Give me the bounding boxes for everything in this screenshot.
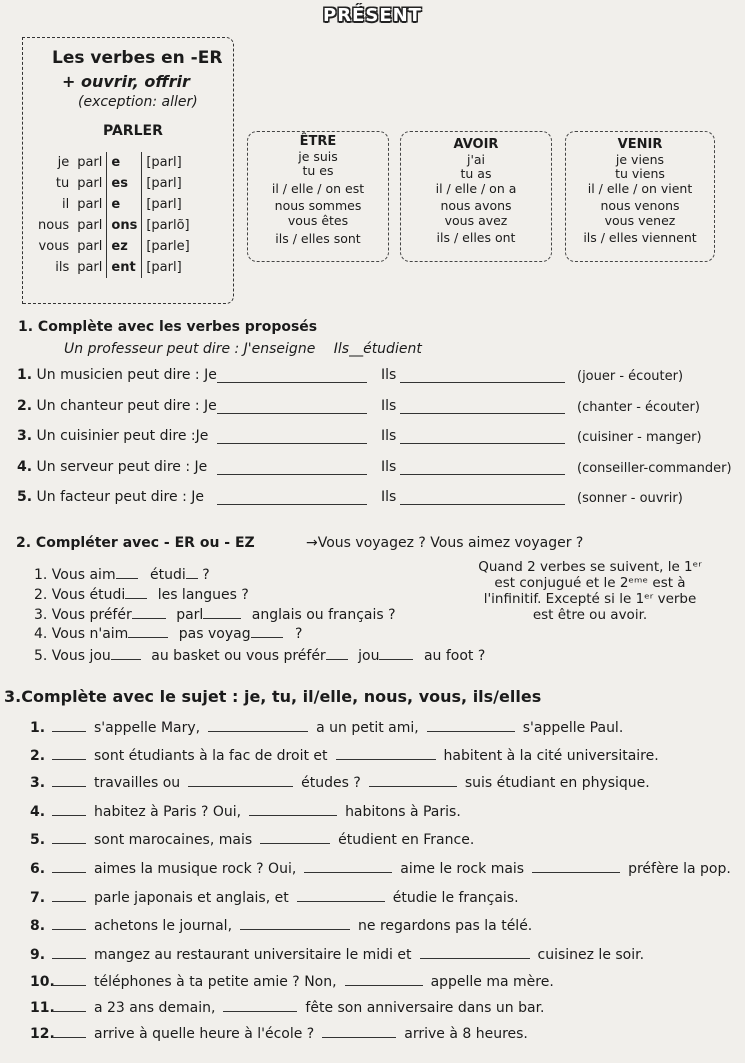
ex3-item	[30, 1025, 528, 1042]
ils-label: Ils	[381, 367, 397, 383]
item-text: préfère la pop.	[628, 861, 731, 877]
answer-blank[interactable]	[132, 606, 166, 619]
item-text: appelle ma mère.	[430, 974, 554, 990]
stem: parl	[77, 260, 103, 275]
answer-blank[interactable]	[52, 1025, 86, 1038]
pronoun: tu	[55, 176, 70, 191]
answer-blank[interactable]	[297, 889, 385, 902]
answer-blank[interactable]	[336, 747, 436, 760]
pronoun: je	[57, 155, 70, 170]
answer-blank[interactable]	[326, 647, 348, 660]
item-number: 7.	[30, 890, 46, 906]
ex2-line	[34, 625, 302, 642]
ex3-item	[30, 719, 623, 736]
answer-blank[interactable]	[304, 860, 392, 873]
etre-line: nous sommes	[274, 198, 362, 213]
ex2-text: 4. Vous n'aim	[34, 626, 129, 642]
answer-blank[interactable]	[125, 586, 147, 599]
parler-row	[34, 152, 194, 173]
answer-blank[interactable]	[52, 831, 86, 844]
item-text: cuisinez le soir.	[537, 947, 645, 963]
item-text: s'appelle Mary,	[94, 720, 201, 736]
parler-row	[34, 215, 194, 236]
etre-line: il / elle / on est	[271, 180, 365, 196]
item-text: arrive à quelle heure à l'école ?	[94, 1026, 315, 1042]
ex2-text: 3. Vous préfér	[34, 607, 132, 623]
note-line: est être ou avoir.	[532, 607, 648, 623]
venir-line: ils / elles viennent	[583, 230, 697, 245]
note-line: l'infinitif. Excepté si le 1ᵉʳ verbe	[483, 591, 697, 607]
etre-line: je suis	[298, 148, 338, 164]
item-text: habitons à Paris.	[345, 804, 461, 820]
answer-blank[interactable]	[400, 492, 565, 505]
answer-blank[interactable]	[223, 999, 297, 1012]
pronoun: il	[61, 197, 70, 212]
ex1-example	[64, 341, 422, 357]
answer-blank[interactable]	[400, 462, 565, 475]
answer-blank[interactable]	[369, 774, 457, 787]
parler-row	[34, 257, 194, 278]
answer-blank[interactable]	[532, 860, 620, 873]
phonetic: [parle]	[146, 239, 190, 254]
ex2-text: 1. Vous aim	[34, 567, 116, 583]
ex2-text: les langues ?	[157, 587, 249, 603]
answer-blank[interactable]	[52, 774, 86, 787]
pronoun: vous	[38, 239, 70, 254]
item-text: Un serveur peut dire : Je	[36, 459, 208, 475]
intro-subtitle: + ouvrir, offrir	[62, 72, 190, 91]
answer-blank[interactable]	[400, 401, 565, 414]
phonetic: [parl]	[146, 197, 182, 212]
ex2-line	[34, 647, 485, 664]
item-text: Un facteur peut dire : Je	[36, 489, 204, 505]
answer-blank[interactable]	[217, 462, 367, 475]
item-text: a 23 ans demain,	[94, 1000, 216, 1016]
ex2-line	[34, 606, 396, 623]
avoir-heading: AVOIR	[453, 137, 499, 152]
item-text: aimes la musique rock ? Oui,	[94, 861, 297, 877]
venir-line: je viens	[615, 151, 665, 167]
etre-heading: ÊTRE	[299, 134, 337, 149]
item-text: étudient en France.	[338, 832, 475, 848]
etre-box	[247, 131, 389, 262]
item-text: Un cuisinier peut dire :Je	[36, 428, 209, 444]
parler-row	[34, 173, 194, 194]
item-text: arrive à 8 heures.	[404, 1026, 528, 1042]
ex2-text: 5. Vous jou	[34, 648, 111, 664]
answer-blank[interactable]	[128, 625, 168, 638]
item-number: 9.	[30, 947, 46, 963]
verb-hint: (jouer - écouter)	[577, 369, 684, 384]
ex1-item	[17, 398, 732, 414]
item-number: 4.	[17, 459, 33, 475]
note-line: est conjugué et le 2ᵉᵐᵉ est à	[494, 575, 686, 591]
ending: es	[107, 173, 142, 194]
item-number: 4.	[30, 804, 46, 820]
answer-blank[interactable]	[260, 831, 330, 844]
ex3-title: 3.Complète avec le sujet : je, tu, il/elle, nous, vous, ils/elles	[4, 687, 542, 706]
answer-blank[interactable]	[203, 606, 241, 619]
ex2-text: ?	[295, 626, 303, 642]
parler-row	[34, 194, 194, 215]
ex1-item	[17, 367, 732, 383]
item-text: suis étudiant en physique.	[464, 775, 650, 791]
ils-label: Ils	[381, 428, 397, 444]
answer-blank[interactable]	[52, 999, 86, 1012]
item-text: études ?	[301, 775, 361, 791]
phonetic: [parlõ]	[146, 218, 190, 233]
ex3-item	[30, 860, 731, 877]
venir-line: vous venez	[604, 212, 676, 228]
ex1-item	[17, 428, 732, 444]
answer-blank[interactable]	[217, 492, 367, 505]
item-text: habitent à la cité universitaire.	[443, 748, 659, 764]
ex3-item	[30, 803, 461, 820]
intro-exception: (exception: aller)	[78, 94, 198, 110]
ils-label: Ils	[381, 489, 397, 505]
item-text: Un chanteur peut dire : Je	[36, 398, 217, 414]
parler-heading: PARLER	[103, 123, 163, 139]
answer-blank[interactable]	[379, 647, 413, 660]
item-number: 2.	[30, 748, 46, 764]
ex3-item	[30, 889, 519, 906]
answer-blank[interactable]	[188, 774, 293, 787]
item-text: s'appelle Paul.	[522, 720, 624, 736]
answer-blank[interactable]	[427, 719, 515, 732]
ex2-text: parl	[176, 607, 204, 623]
answer-blank[interactable]	[186, 566, 198, 579]
verb-hint: (conseiller-commander)	[577, 461, 732, 476]
answer-blank[interactable]	[217, 431, 367, 444]
answer-blank[interactable]	[52, 917, 86, 930]
item-number: 8.	[30, 918, 46, 934]
item-number: 1.	[17, 367, 33, 383]
item-number: 1.	[30, 720, 46, 736]
ex2-text: au basket ou vous préfér	[151, 648, 326, 664]
ex2-text: jou	[358, 648, 380, 664]
verb-hint: (cuisiner - manger)	[577, 430, 702, 445]
item-text: fête son anniversaire dans un bar.	[305, 1000, 545, 1016]
answer-blank[interactable]	[52, 803, 86, 816]
parler-table	[34, 152, 194, 278]
ending: ent	[107, 257, 142, 278]
item-number: 3.	[17, 428, 33, 444]
answer-blank[interactable]	[345, 973, 423, 986]
ex1-title: 1. Complète avec les verbes proposés	[18, 319, 318, 335]
venir-heading: VENIR	[617, 137, 663, 152]
ex2-line	[34, 586, 249, 603]
ex1-item	[17, 459, 732, 475]
example-answer: Ils__étudient	[333, 341, 422, 357]
phonetic: [parl]	[146, 260, 182, 275]
ex2-text: 2. Vous étudi	[34, 587, 126, 603]
parler-row	[34, 236, 194, 257]
venir-line: il / elle / on vient	[587, 180, 693, 196]
item-number: 10.	[30, 974, 55, 990]
item-text: achetons le journal,	[94, 918, 233, 934]
ex3-item	[30, 973, 554, 990]
etre-line: tu es	[302, 163, 334, 178]
ending: ons	[107, 215, 142, 236]
answer-blank[interactable]	[52, 860, 86, 873]
item-text: a un petit ami,	[316, 720, 419, 736]
ending: ez	[107, 236, 142, 257]
page-title: PRÉSENT	[323, 5, 422, 26]
ils-label: Ils	[381, 398, 397, 414]
item-text: étudie le français.	[392, 890, 519, 906]
ex2-text: ?	[202, 567, 210, 583]
venir-box	[565, 131, 715, 262]
item-number: 12.	[30, 1026, 55, 1042]
ending: e	[107, 152, 142, 173]
answer-blank[interactable]	[208, 719, 308, 732]
answer-blank[interactable]	[217, 401, 367, 414]
answer-blank[interactable]	[251, 625, 283, 638]
stem: parl	[77, 218, 103, 233]
answer-blank[interactable]	[322, 1025, 396, 1038]
item-text: sont étudiants à la fac de droit et	[94, 748, 328, 764]
item-text: aime le rock mais	[400, 861, 525, 877]
ils-label: Ils	[381, 459, 397, 475]
avoir-line: il / elle / on a	[435, 180, 517, 196]
note-line: Quand 2 verbes se suivent, le 1ᵉʳ	[478, 559, 702, 575]
item-text: parle japonais et anglais, et	[94, 890, 289, 906]
verb-hint: (chanter - écouter)	[577, 400, 700, 415]
ex3-item	[30, 946, 644, 963]
ex2-title: 2. Compléter avec - ER ou - EZ	[16, 535, 255, 551]
avoir-line: vous avez	[444, 212, 508, 228]
item-number: 6.	[30, 861, 46, 877]
item-number: 5.	[30, 832, 46, 848]
answer-blank[interactable]	[400, 431, 565, 444]
example-prefix: Un professeur peut dire : J'enseigne	[64, 341, 316, 357]
item-text: travailles ou	[94, 775, 181, 791]
ending: e	[107, 194, 142, 215]
ex3-item	[30, 917, 532, 934]
stem: parl	[77, 239, 103, 254]
avoir-line: nous avons	[440, 198, 512, 213]
item-text: habitez à Paris ? Oui,	[94, 804, 242, 820]
avoir-line: j'ai	[466, 151, 486, 167]
item-text: sont marocaines, mais	[94, 832, 253, 848]
answer-blank[interactable]	[420, 946, 530, 959]
phonetic: [parl]	[146, 176, 182, 191]
pronoun: nous	[38, 218, 70, 233]
ex2-example: →Vous voyagez ? Vous aimez voyager ?	[306, 535, 584, 551]
ex2-text: étudi	[150, 567, 186, 583]
ex2-text: au foot ?	[423, 648, 486, 664]
answer-blank[interactable]	[52, 946, 86, 959]
avoir-box	[400, 131, 552, 262]
ex3-item	[30, 831, 474, 848]
ex2-text: anglais ou français ?	[251, 607, 396, 623]
ex3-item	[30, 999, 545, 1016]
avoir-line: tu as	[460, 166, 492, 181]
grammar-note	[440, 559, 740, 623]
item-number: 11.	[30, 1000, 55, 1016]
answer-blank[interactable]	[240, 917, 350, 930]
item-number: 3.	[30, 775, 46, 791]
etre-line: vous êtes	[287, 212, 349, 228]
pronoun: ils	[55, 260, 70, 275]
stem: parl	[77, 197, 103, 212]
verb-hint: (sonner - ouvrir)	[577, 491, 683, 506]
ex2-line	[34, 566, 210, 583]
venir-line: tu viens	[615, 166, 665, 181]
answer-blank[interactable]	[111, 647, 141, 660]
item-number: 2.	[17, 398, 33, 414]
item-text: ne regardons pas la télé.	[358, 918, 533, 934]
answer-blank[interactable]	[217, 370, 367, 383]
answer-blank[interactable]	[116, 566, 138, 579]
item-text: mangez au restaurant universitaire le midi et	[94, 947, 412, 963]
ex2-text: pas voyag	[178, 626, 251, 642]
ex3-item	[30, 774, 650, 791]
stem: parl	[77, 155, 103, 170]
stem: parl	[77, 176, 103, 191]
answer-blank[interactable]	[52, 747, 86, 760]
avoir-line: ils / elles ont	[436, 230, 516, 245]
intro-title: Les verbes en -ER	[52, 48, 223, 68]
ex1-item	[17, 489, 732, 505]
answer-blank[interactable]	[249, 803, 337, 816]
answer-blank[interactable]	[52, 973, 86, 986]
etre-line: ils / elles sont	[275, 231, 361, 246]
answer-blank[interactable]	[52, 719, 86, 732]
ex3-item	[30, 747, 659, 764]
item-number: 5.	[17, 489, 33, 505]
answer-blank[interactable]	[400, 370, 565, 383]
venir-line: nous venons	[600, 198, 680, 213]
item-text: téléphones à ta petite amie ? Non,	[94, 974, 337, 990]
item-text: Un musicien peut dire : Je	[36, 367, 217, 383]
answer-blank[interactable]	[52, 889, 86, 902]
phonetic: [parl]	[146, 155, 182, 170]
